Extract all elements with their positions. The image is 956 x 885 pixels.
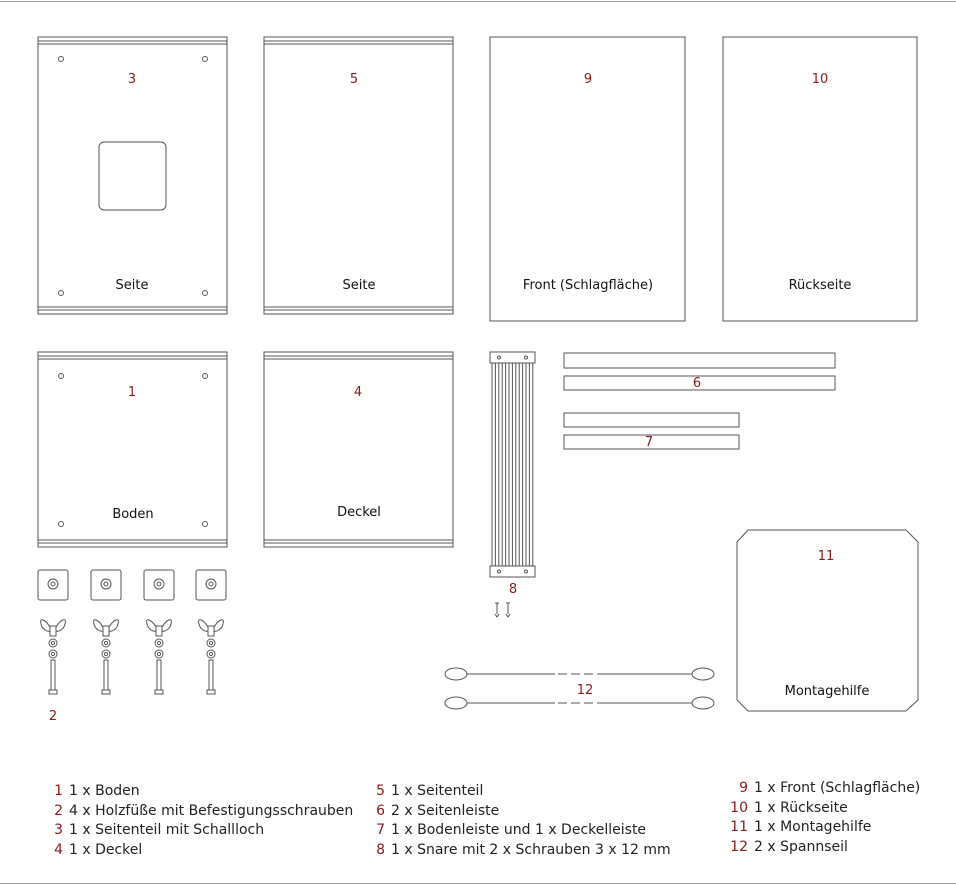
part-3-number: 3 bbox=[127, 72, 137, 87]
legend-text: 1 x Front (Schlagfläche) bbox=[754, 780, 921, 796]
legend-number: 4 bbox=[54, 841, 63, 858]
wing-nut-body bbox=[50, 626, 56, 636]
part-7-number: 7 bbox=[644, 435, 654, 450]
foot-hole-inner bbox=[209, 582, 213, 586]
foot-set bbox=[144, 570, 174, 694]
foot-hole bbox=[206, 579, 216, 589]
wing-nut-body bbox=[103, 626, 109, 636]
foot-hole bbox=[101, 579, 111, 589]
legend-column-3 bbox=[728, 779, 920, 857]
part-2-number: 2 bbox=[48, 709, 58, 724]
cable bbox=[445, 697, 714, 709]
washer-hole bbox=[157, 652, 160, 655]
bolt-head bbox=[207, 690, 215, 694]
part-1-label: Boden bbox=[112, 507, 154, 522]
part-8-snare bbox=[490, 352, 535, 577]
bolt-head bbox=[102, 690, 110, 694]
legend-number: 10 bbox=[730, 799, 748, 816]
bolt-head bbox=[155, 690, 163, 694]
part-4-number: 4 bbox=[353, 385, 363, 400]
bolt-shaft bbox=[104, 660, 108, 690]
foot-set bbox=[91, 570, 121, 694]
legend-item bbox=[728, 818, 920, 838]
foot-pad bbox=[144, 570, 174, 600]
sound-hole bbox=[99, 142, 166, 210]
washer-hole bbox=[104, 641, 107, 644]
legend-text: 1 x Bodenleiste und 1 x Deckelleiste bbox=[391, 822, 647, 839]
legend-item bbox=[50, 782, 353, 802]
washer-icon bbox=[207, 639, 215, 647]
foot-pad bbox=[38, 570, 68, 600]
washer-icon bbox=[155, 639, 163, 647]
foot-pad bbox=[196, 570, 226, 600]
legend-item bbox=[372, 802, 671, 822]
wing-nut-left-icon bbox=[199, 620, 208, 631]
washer-hole bbox=[104, 652, 107, 655]
part-5-label: Seite bbox=[342, 278, 376, 293]
legend-number: 2 bbox=[54, 802, 63, 819]
part-9-number: 9 bbox=[583, 72, 593, 87]
bottom-border-line bbox=[0, 883, 956, 884]
part-2-feet bbox=[38, 570, 226, 694]
legend-item bbox=[728, 838, 920, 858]
legend-number: 12 bbox=[730, 838, 748, 855]
legend-text: 1 x Deckel bbox=[69, 841, 143, 858]
part-9-label: Front (Schlagfläche) bbox=[522, 278, 654, 293]
part-10-label: Rückseite bbox=[788, 278, 852, 293]
legend-number: 11 bbox=[730, 819, 748, 836]
legend-item bbox=[372, 782, 671, 802]
part-3-label: Seite bbox=[115, 278, 149, 293]
snare-screws bbox=[495, 603, 510, 617]
legend-number: 6 bbox=[376, 802, 385, 819]
part-5-side-panel bbox=[264, 37, 453, 314]
wing-nut-left-icon bbox=[147, 620, 156, 631]
foot-hole-inner bbox=[104, 582, 108, 586]
legend-number: 5 bbox=[376, 783, 385, 799]
washer-icon bbox=[155, 650, 163, 658]
legend-text: 1 x Boden bbox=[69, 783, 140, 799]
wing-nut-left-icon bbox=[94, 620, 103, 631]
part-12-number: 12 bbox=[576, 683, 594, 698]
legend-text: 2 x Spannseil bbox=[754, 838, 848, 855]
washer-icon bbox=[102, 650, 110, 658]
legend-number: 7 bbox=[376, 822, 385, 839]
legend-text: 1 x Rückseite bbox=[754, 799, 848, 816]
part-8-number: 8 bbox=[508, 582, 518, 597]
bolt-head bbox=[49, 690, 57, 694]
legend-text: 1 x Montagehilfe bbox=[754, 819, 872, 836]
legend-text: 1 x Seitenteil mit Schallloch bbox=[69, 822, 265, 839]
foot-hole bbox=[154, 579, 164, 589]
bolt-shaft bbox=[51, 660, 55, 690]
part-11-label: Montagehilfe bbox=[784, 684, 870, 699]
part-11-number: 11 bbox=[817, 549, 835, 564]
wing-nut-left-icon bbox=[41, 620, 50, 631]
cable bbox=[445, 668, 714, 680]
legend-text: 2 x Seitenleiste bbox=[391, 802, 500, 819]
legend-item bbox=[372, 821, 671, 841]
foot-hole bbox=[48, 579, 58, 589]
part-6-number: 6 bbox=[692, 376, 702, 391]
foot-set bbox=[38, 570, 68, 694]
legend-number: 3 bbox=[54, 822, 63, 839]
wing-nut-body bbox=[208, 626, 214, 636]
washer-icon bbox=[49, 639, 57, 647]
washer-icon bbox=[207, 650, 215, 658]
legend-text: 4 x Holzfüße mit Befestigungsschrauben bbox=[69, 802, 354, 819]
wing-nut-body bbox=[156, 626, 162, 636]
legend-item bbox=[50, 802, 353, 822]
washer-icon bbox=[49, 650, 57, 658]
washer-hole bbox=[209, 641, 212, 644]
legend-number: 9 bbox=[739, 780, 748, 796]
legend-column-1 bbox=[50, 782, 353, 860]
washer-hole bbox=[209, 652, 212, 655]
foot-pad bbox=[91, 570, 121, 600]
wing-nut-right-icon bbox=[56, 620, 65, 631]
legend-item bbox=[728, 799, 920, 819]
bolt-shaft bbox=[209, 660, 213, 690]
washer-icon bbox=[102, 639, 110, 647]
legend-text: 1 x Snare mit 2 x Schrauben 3 x 12 mm bbox=[391, 841, 671, 858]
foot-set bbox=[196, 570, 226, 694]
legend-text: 1 x Seitenteil bbox=[391, 783, 484, 799]
bolt-shaft bbox=[157, 660, 161, 690]
legend-number: 1 bbox=[54, 783, 63, 799]
washer-hole bbox=[51, 652, 54, 655]
legend-item bbox=[50, 841, 353, 861]
wing-nut-right-icon bbox=[109, 620, 118, 631]
washer-hole bbox=[51, 641, 54, 644]
wing-nut-right-icon bbox=[162, 620, 171, 631]
foot-hole-inner bbox=[157, 582, 161, 586]
foot-hole-inner bbox=[51, 582, 55, 586]
legend-column-2 bbox=[372, 782, 671, 860]
legend-item bbox=[372, 841, 671, 861]
part-4-label: Deckel bbox=[337, 505, 381, 520]
legend-item bbox=[728, 779, 920, 799]
wing-nut-right-icon bbox=[214, 620, 223, 631]
legend-item bbox=[50, 821, 353, 841]
part-10-number: 10 bbox=[811, 72, 829, 87]
washer-hole bbox=[157, 641, 160, 644]
part-5-number: 5 bbox=[349, 72, 359, 87]
legend-number: 8 bbox=[376, 841, 385, 858]
part-1-number: 1 bbox=[127, 385, 137, 400]
